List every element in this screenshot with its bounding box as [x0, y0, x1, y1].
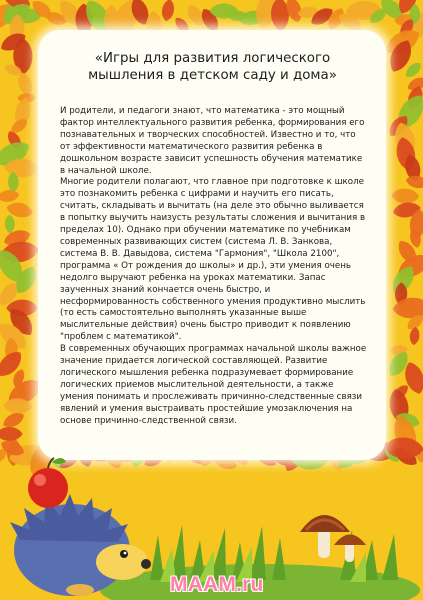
paragraph: И родители, и педагоги знают, что математика - это мощный фактор интеллектуального развития ребенка, формирования его познавательных и творческих способностей. Известно и то, что от эффективности математического развития ребенка в дошкольном возрасте зависит успешность обучения математике в начальной школе.: [60, 106, 365, 176]
apple-illustration: [28, 458, 68, 508]
title-line-2: мышления в детском саду и дома»: [88, 68, 337, 83]
title-line-1: «Игры для развития логического: [94, 51, 331, 66]
paragraph: В современных обучающих программах начальной школы важное значение придается логической составляющей. Развитие логического мышления ребенка подразумевает формирование логических приемов мыслительной деятельности, а также умения понимать и прослеживать причинно-следственные связи явлений и умения выстраивать простейшие умозаключения на основе причинно-следственной связи.: [60, 344, 367, 426]
mushrooms-illustration: [300, 515, 366, 562]
article-body: [60, 106, 368, 427]
paragraph: Многие родители полагают, что главное при подготовке к школе это познакомить ребенка с цифрами и научить его писать, считать, складывать и вычитать (на деле это обычно выливается в попытку выучить наизусть результаты сложения и вычитания в пределах 10). Однако при обучении математике по учебникам современных развивающих систем (система Л. В. Занкова, система В. В. Давыдова, система "Гармония", "Школа 2100", программа « От рождения до школы» и др.), эти умения очень недолго выручают ребенка на уроках математики. Запас заученных знаний кончается очень быстро, и несформированность собственного умения продуктивно мыслить (то есть самостоятельно выполнять указанные выше мыслительные действия) очень быстро приводит к появлению "проблем с математикой".: [60, 177, 366, 343]
watermark: MAAM.ru: [170, 573, 264, 596]
page-title: [60, 50, 365, 84]
